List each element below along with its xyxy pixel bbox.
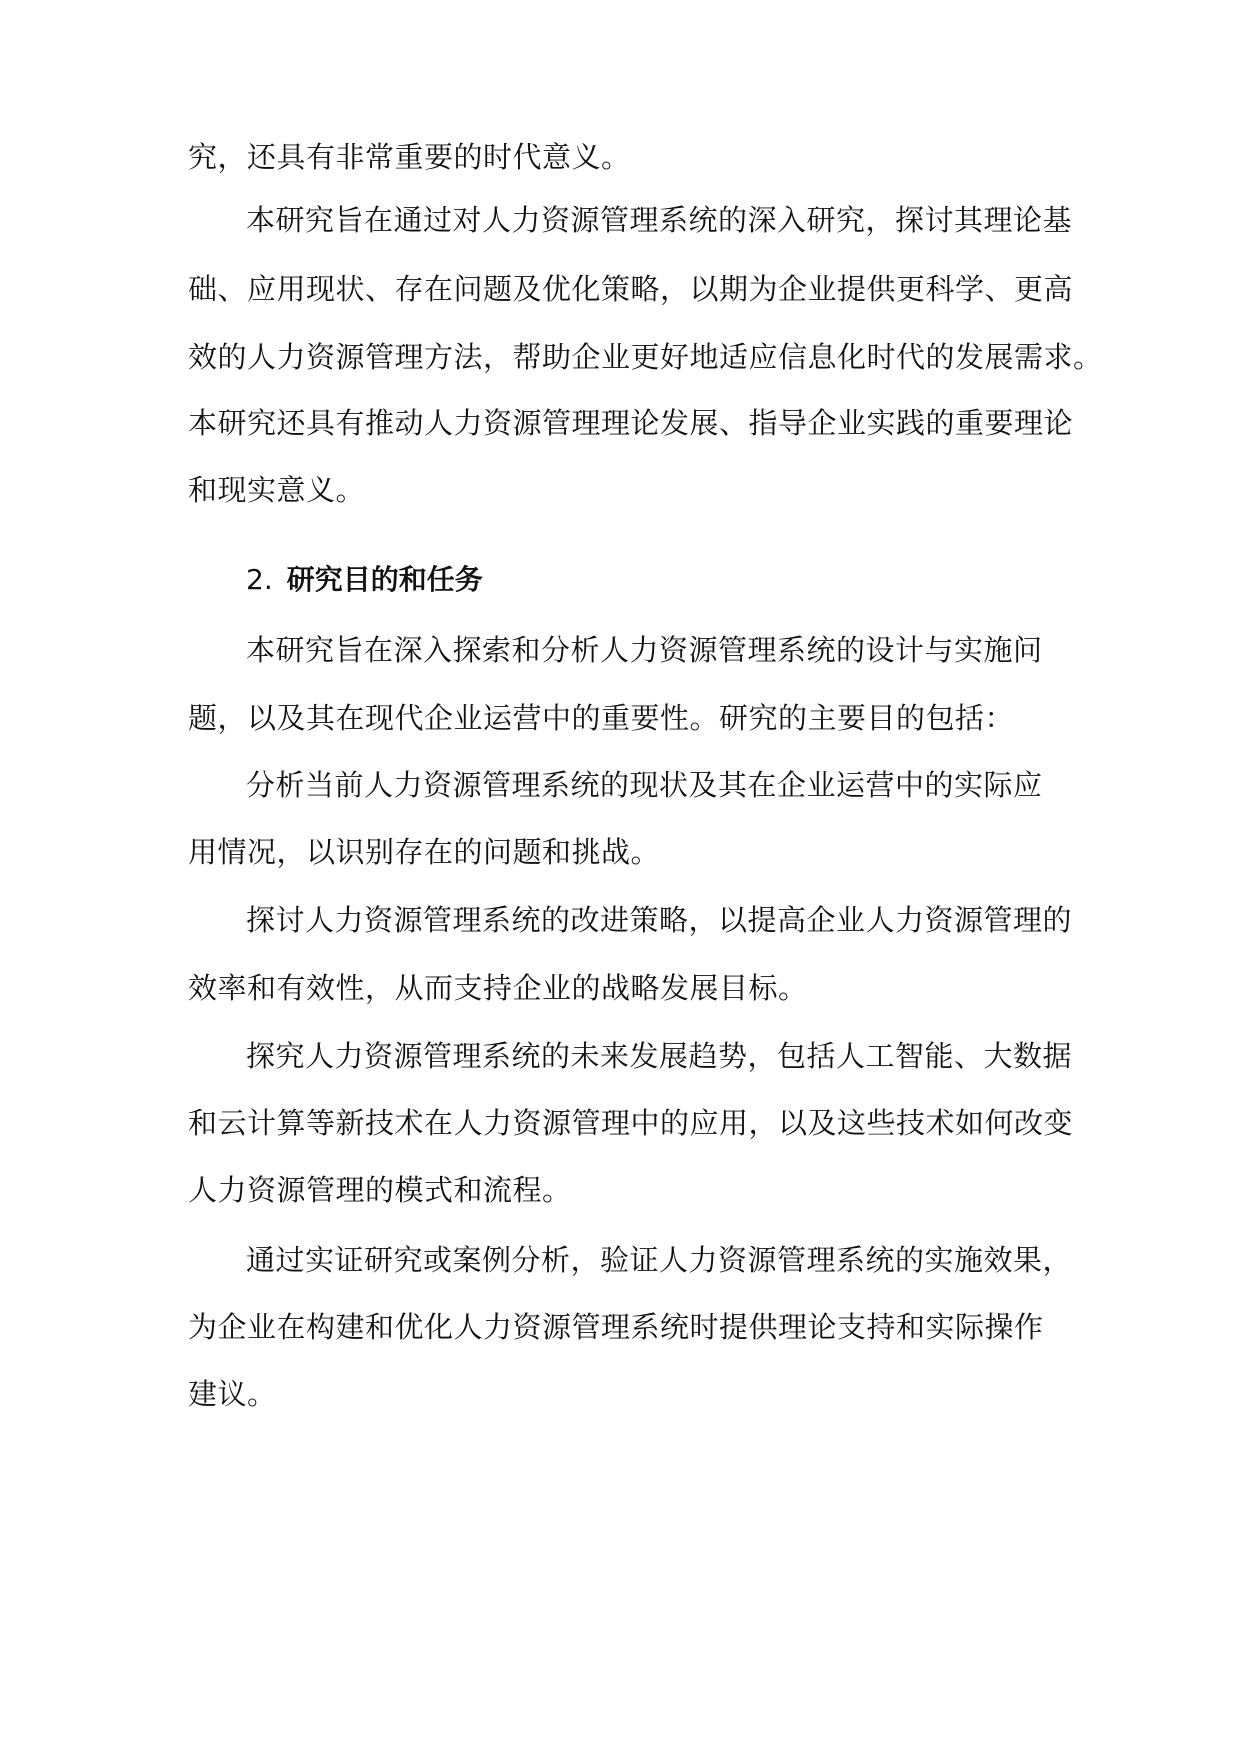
- section-heading: [246, 560, 483, 600]
- paragraph-line: 为企业在构建和优化人力资源管理系统时提供理论支持和实际操作: [188, 1310, 1044, 1344]
- paragraph-line: 题，以及其在现代企业运营中的重要性。研究的主要目的包括：: [188, 701, 1015, 735]
- paragraph-line: 分析当前人力资源管理系统的现状及其在企业运营中的实际应: [246, 768, 1043, 802]
- paragraph-line: 探究人力资源管理系统的未来发展趋势，包括人工智能、大数据: [246, 1039, 1073, 1073]
- section-title: 研究目的和任务: [286, 563, 483, 596]
- paragraph-line: 本研究旨在深入探索和分析人力资源管理系统的设计与实施问: [246, 633, 1043, 667]
- paragraph-line: 效的人力资源管理方法，帮助企业更好地适应信息化时代的发展需求。: [188, 340, 1103, 374]
- paragraph-line: 用情况，以识别存在的问题和挑战。: [188, 835, 661, 869]
- section-number: 2.: [246, 563, 273, 596]
- paragraph-line: 效率和有效性，从而支持企业的战略发展目标。: [188, 971, 808, 1005]
- paragraph-line: 和云计算等新技术在人力资源管理中的应用，以及这些技术如何改变: [188, 1106, 1074, 1140]
- paragraph-line: 究，还具有非常重要的时代意义。: [188, 140, 631, 174]
- paragraph-line: 本研究还具有推动人力资源管理理论发展、指导企业实践的重要理论: [188, 406, 1074, 440]
- paragraph-line: 和现实意义。: [188, 473, 366, 507]
- paragraph-line: 本研究旨在通过对人力资源管理系统的深入研究，探讨其理论基: [246, 203, 1073, 237]
- paragraph-line: 探讨人力资源管理系统的改进策略，以提高企业人力资源管理的: [246, 903, 1073, 937]
- paragraph-line: 通过实证研究或案例分析，验证人力资源管理系统的实施效果，: [246, 1243, 1073, 1277]
- paragraph-line: 础、应用现状、存在问题及优化策略，以期为企业提供更科学、更高: [188, 272, 1074, 306]
- paragraph-line: 建议。: [188, 1377, 277, 1411]
- paragraph-line: 人力资源管理的模式和流程。: [188, 1173, 572, 1207]
